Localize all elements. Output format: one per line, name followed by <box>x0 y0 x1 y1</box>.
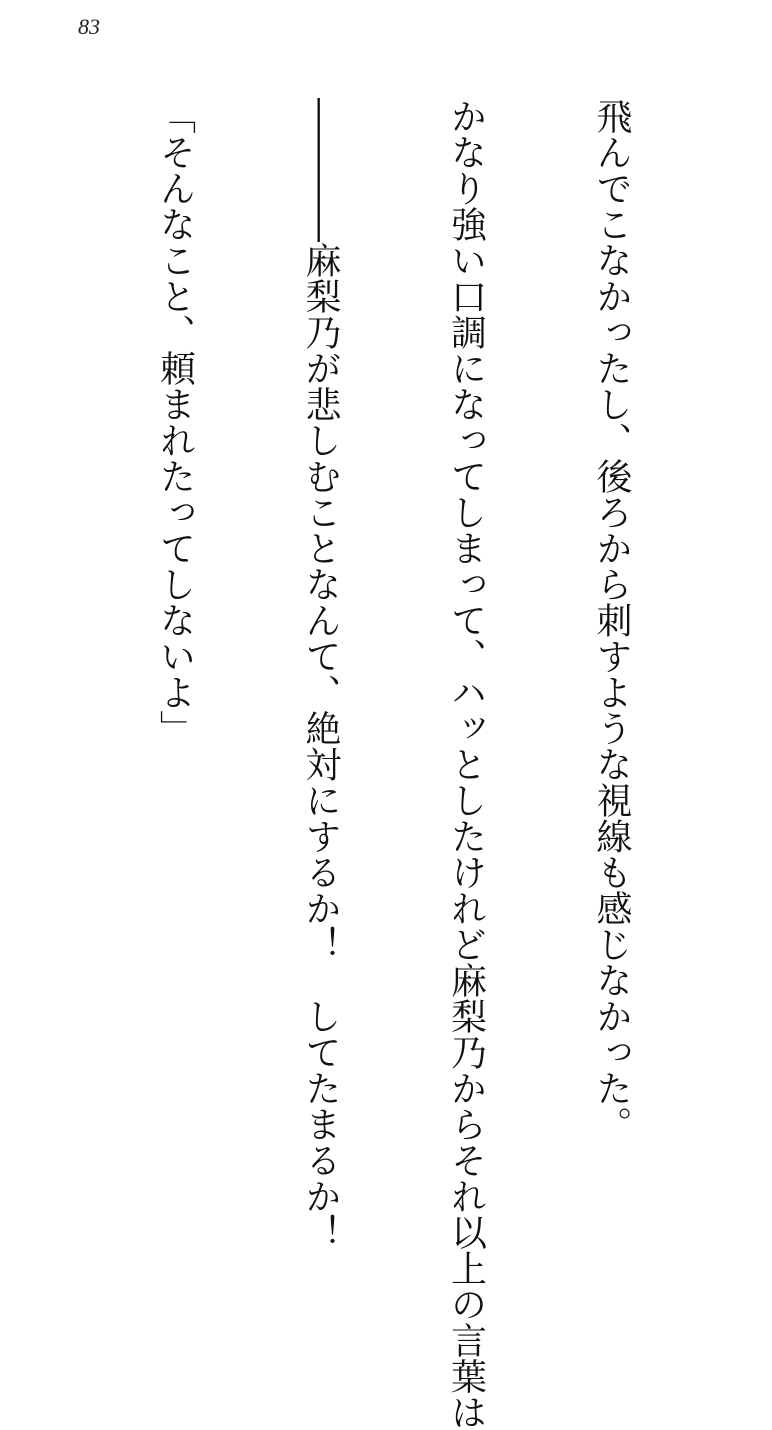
novel-text-body <box>0 98 732 1430</box>
page-number: 83 <box>78 14 100 39</box>
text-line: ――――麻梨乃が悲しむことなんて、絶対にするか！ してたまるか！ <box>300 98 341 1250</box>
text-line: かなり強い口調になってしまって、ハッとしたけれど麻梨乃からそれ以上の言葉は <box>445 98 487 1430</box>
text-line: 「そんなこと、頼まれたってしないよ」 <box>154 98 196 746</box>
text-line: 飛んでこなかったし、後ろから刺すような視線も感じなかった。 <box>591 98 632 1142</box>
